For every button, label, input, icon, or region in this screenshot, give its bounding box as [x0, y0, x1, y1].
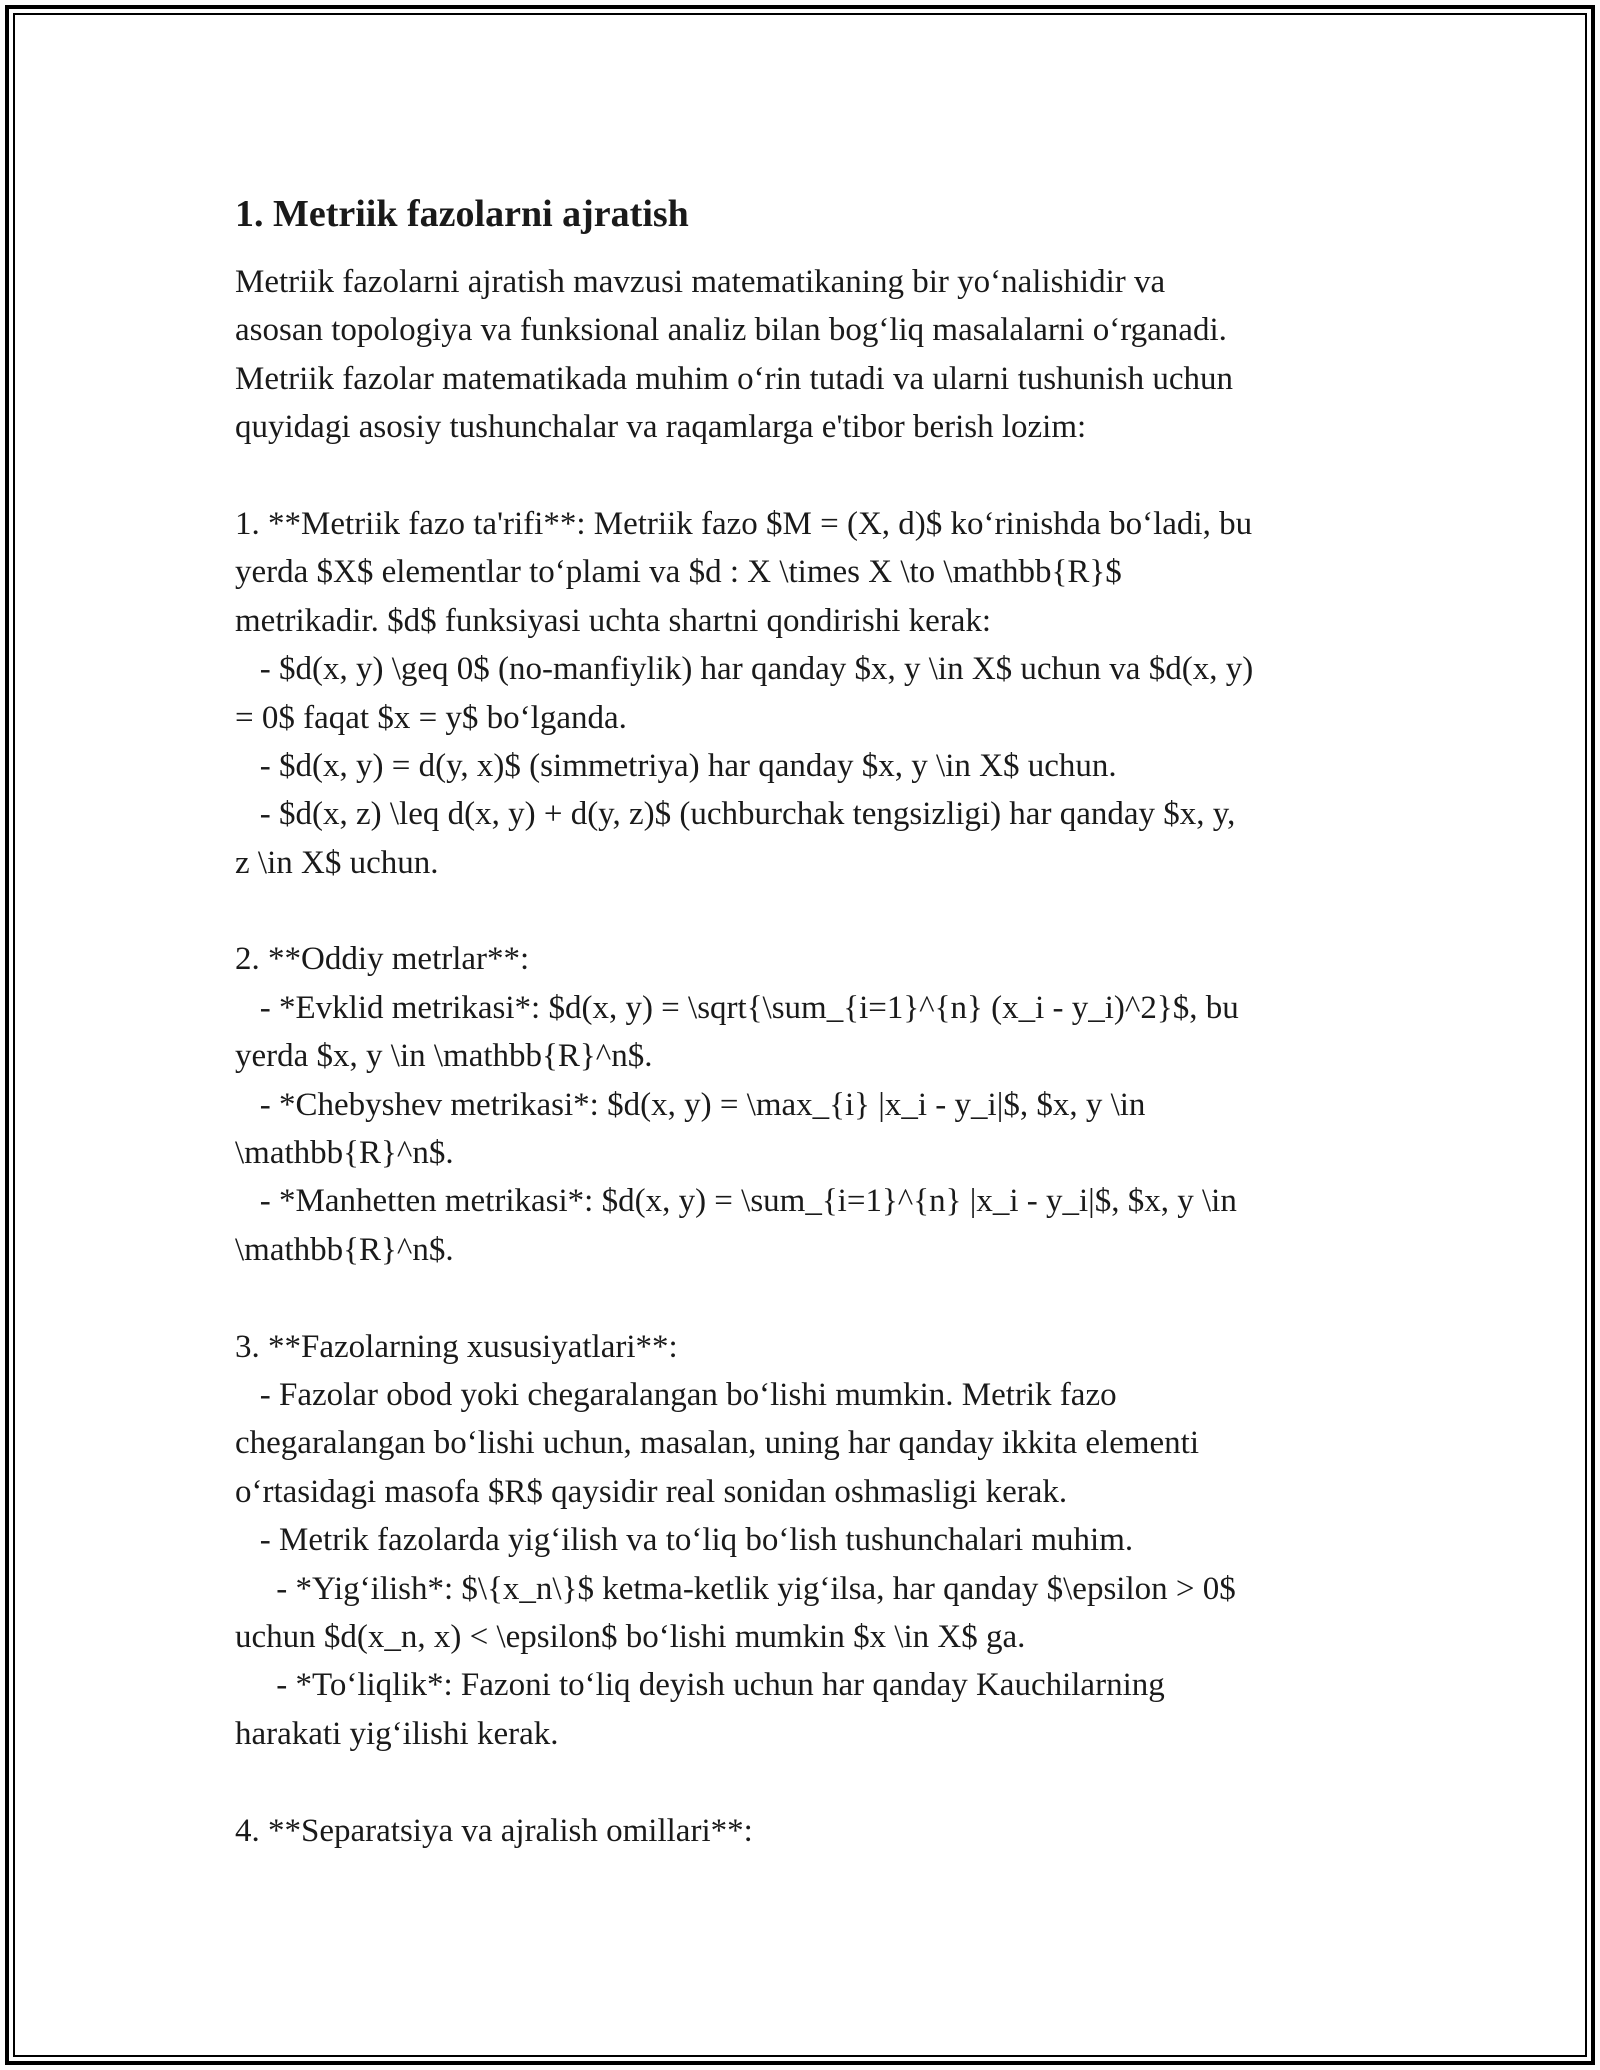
- text-line: metrikadir. $d$ funksiyasi uchta shartni qondirishi kerak:: [235, 602, 992, 639]
- blank-line: [235, 1274, 1385, 1322]
- blank-line: [235, 887, 1385, 935]
- text-line: chegaralangan bo‘lishi uchun, masalan, uning har qanday ikkita elementi: [235, 1425, 1200, 1462]
- text-line: - Fazolar obod yoki chegaralangan bo‘lishi mumkin. Metrik fazo: [235, 1376, 1117, 1413]
- text-line: 2. **Oddiy metrlar**:: [235, 941, 530, 978]
- text-line: - $d(x, y) \geq 0$ (no-manfiylik) har qanday $x, y \in X$ uchun va $d(x, y): [235, 651, 1254, 688]
- text-line: = 0$ faqat $x = y$ bo‘lganda.: [235, 699, 627, 736]
- text-line: yerda $x, y \in \mathbb{R}^n$.: [235, 1038, 653, 1075]
- text-line: Metriik fazolarni ajratish mavzusi matematikaning bir yo‘nalishidir va: [235, 264, 1166, 300]
- blank-line: [235, 452, 1385, 500]
- section-heading: 1. Metriik fazolarni ajratish: [235, 193, 689, 235]
- text-line: \mathbb{R}^n$.: [235, 1231, 454, 1268]
- text-line: harakati yig‘ilishi kerak.: [235, 1715, 559, 1752]
- text-line: - *Manhetten metrikasi*: $d(x, y) = \sum_{i=1}^{n} |x_i - y_i|$, $x, y \in: [235, 1183, 1237, 1220]
- text-line: 3. **Fazolarning xususiyatlari**:: [235, 1328, 678, 1365]
- text-line: asosan topologiya va funksional analiz bilan bog‘liq masalalarni o‘rganadi.: [235, 312, 1227, 349]
- blank-line: [235, 1758, 1385, 1806]
- text-line: - *Chebyshev metrikasi*: $d(x, y) = \max_{i} |x_i - y_i|$, $x, y \in: [235, 1086, 1146, 1123]
- text-line: uchun $d(x_n, x) < \epsilon$ bo‘lishi mumkin $x \in X$ ga.: [235, 1618, 1026, 1655]
- text-line: z \in X$ uchun.: [235, 844, 439, 881]
- text-line: 1. **Metriik fazo ta'rifi**: Metriik fazo $M = (X, d)$ ko‘rinishda bo‘ladi, bu: [235, 505, 1253, 542]
- text-line: yerda $X$ elementlar to‘plami va $d : X \times X \to \mathbb{R}$: [235, 554, 1122, 591]
- text-line: - *Yig‘ilish*: $\{x_n\}$ ketma-ketlik yig‘ilsa, har qanday $\epsilon > 0$: [235, 1570, 1236, 1607]
- text-line: - Metrik fazolarda yig‘ilish va to‘liq bo‘lish tushunchalari muhim.: [235, 1522, 1134, 1559]
- document-text: [235, 258, 1385, 1855]
- text-line: o‘rtasidagi masofa $R$ qaysidir real sonidan oshmasligi kerak.: [235, 1473, 1068, 1510]
- text-line: 4. **Separatsiya va ajralish omillari**:: [235, 1812, 753, 1849]
- text-line: - *To‘liqlik*: Fazoni to‘liq deyish uchun har qanday Kauchilarning: [235, 1667, 1165, 1704]
- text-line: - $d(x, y) = d(y, x)$ (simmetriya) har qanday $x, y \in X$ uchun.: [235, 747, 1117, 784]
- text-line: - *Evklid metrikasi*: $d(x, y) = \sqrt{\sum_{i=1}^{n} (x_i - y_i)^2}$, bu: [235, 989, 1239, 1026]
- document-body: [235, 188, 1385, 1855]
- text-line: Metriik fazolar matematikada muhim o‘rin tutadi va ularni tushunish uchun: [235, 360, 1233, 397]
- text-line: quyidagi asosiy tushunchalar va raqamlarga e'tibor berish lozim:: [235, 409, 1087, 446]
- text-line: - $d(x, z) \leq d(x, y) + d(y, z)$ (uchburchak tengsizligi) har qanday $x, y,: [235, 796, 1236, 833]
- text-line: \mathbb{R}^n$.: [235, 1135, 454, 1172]
